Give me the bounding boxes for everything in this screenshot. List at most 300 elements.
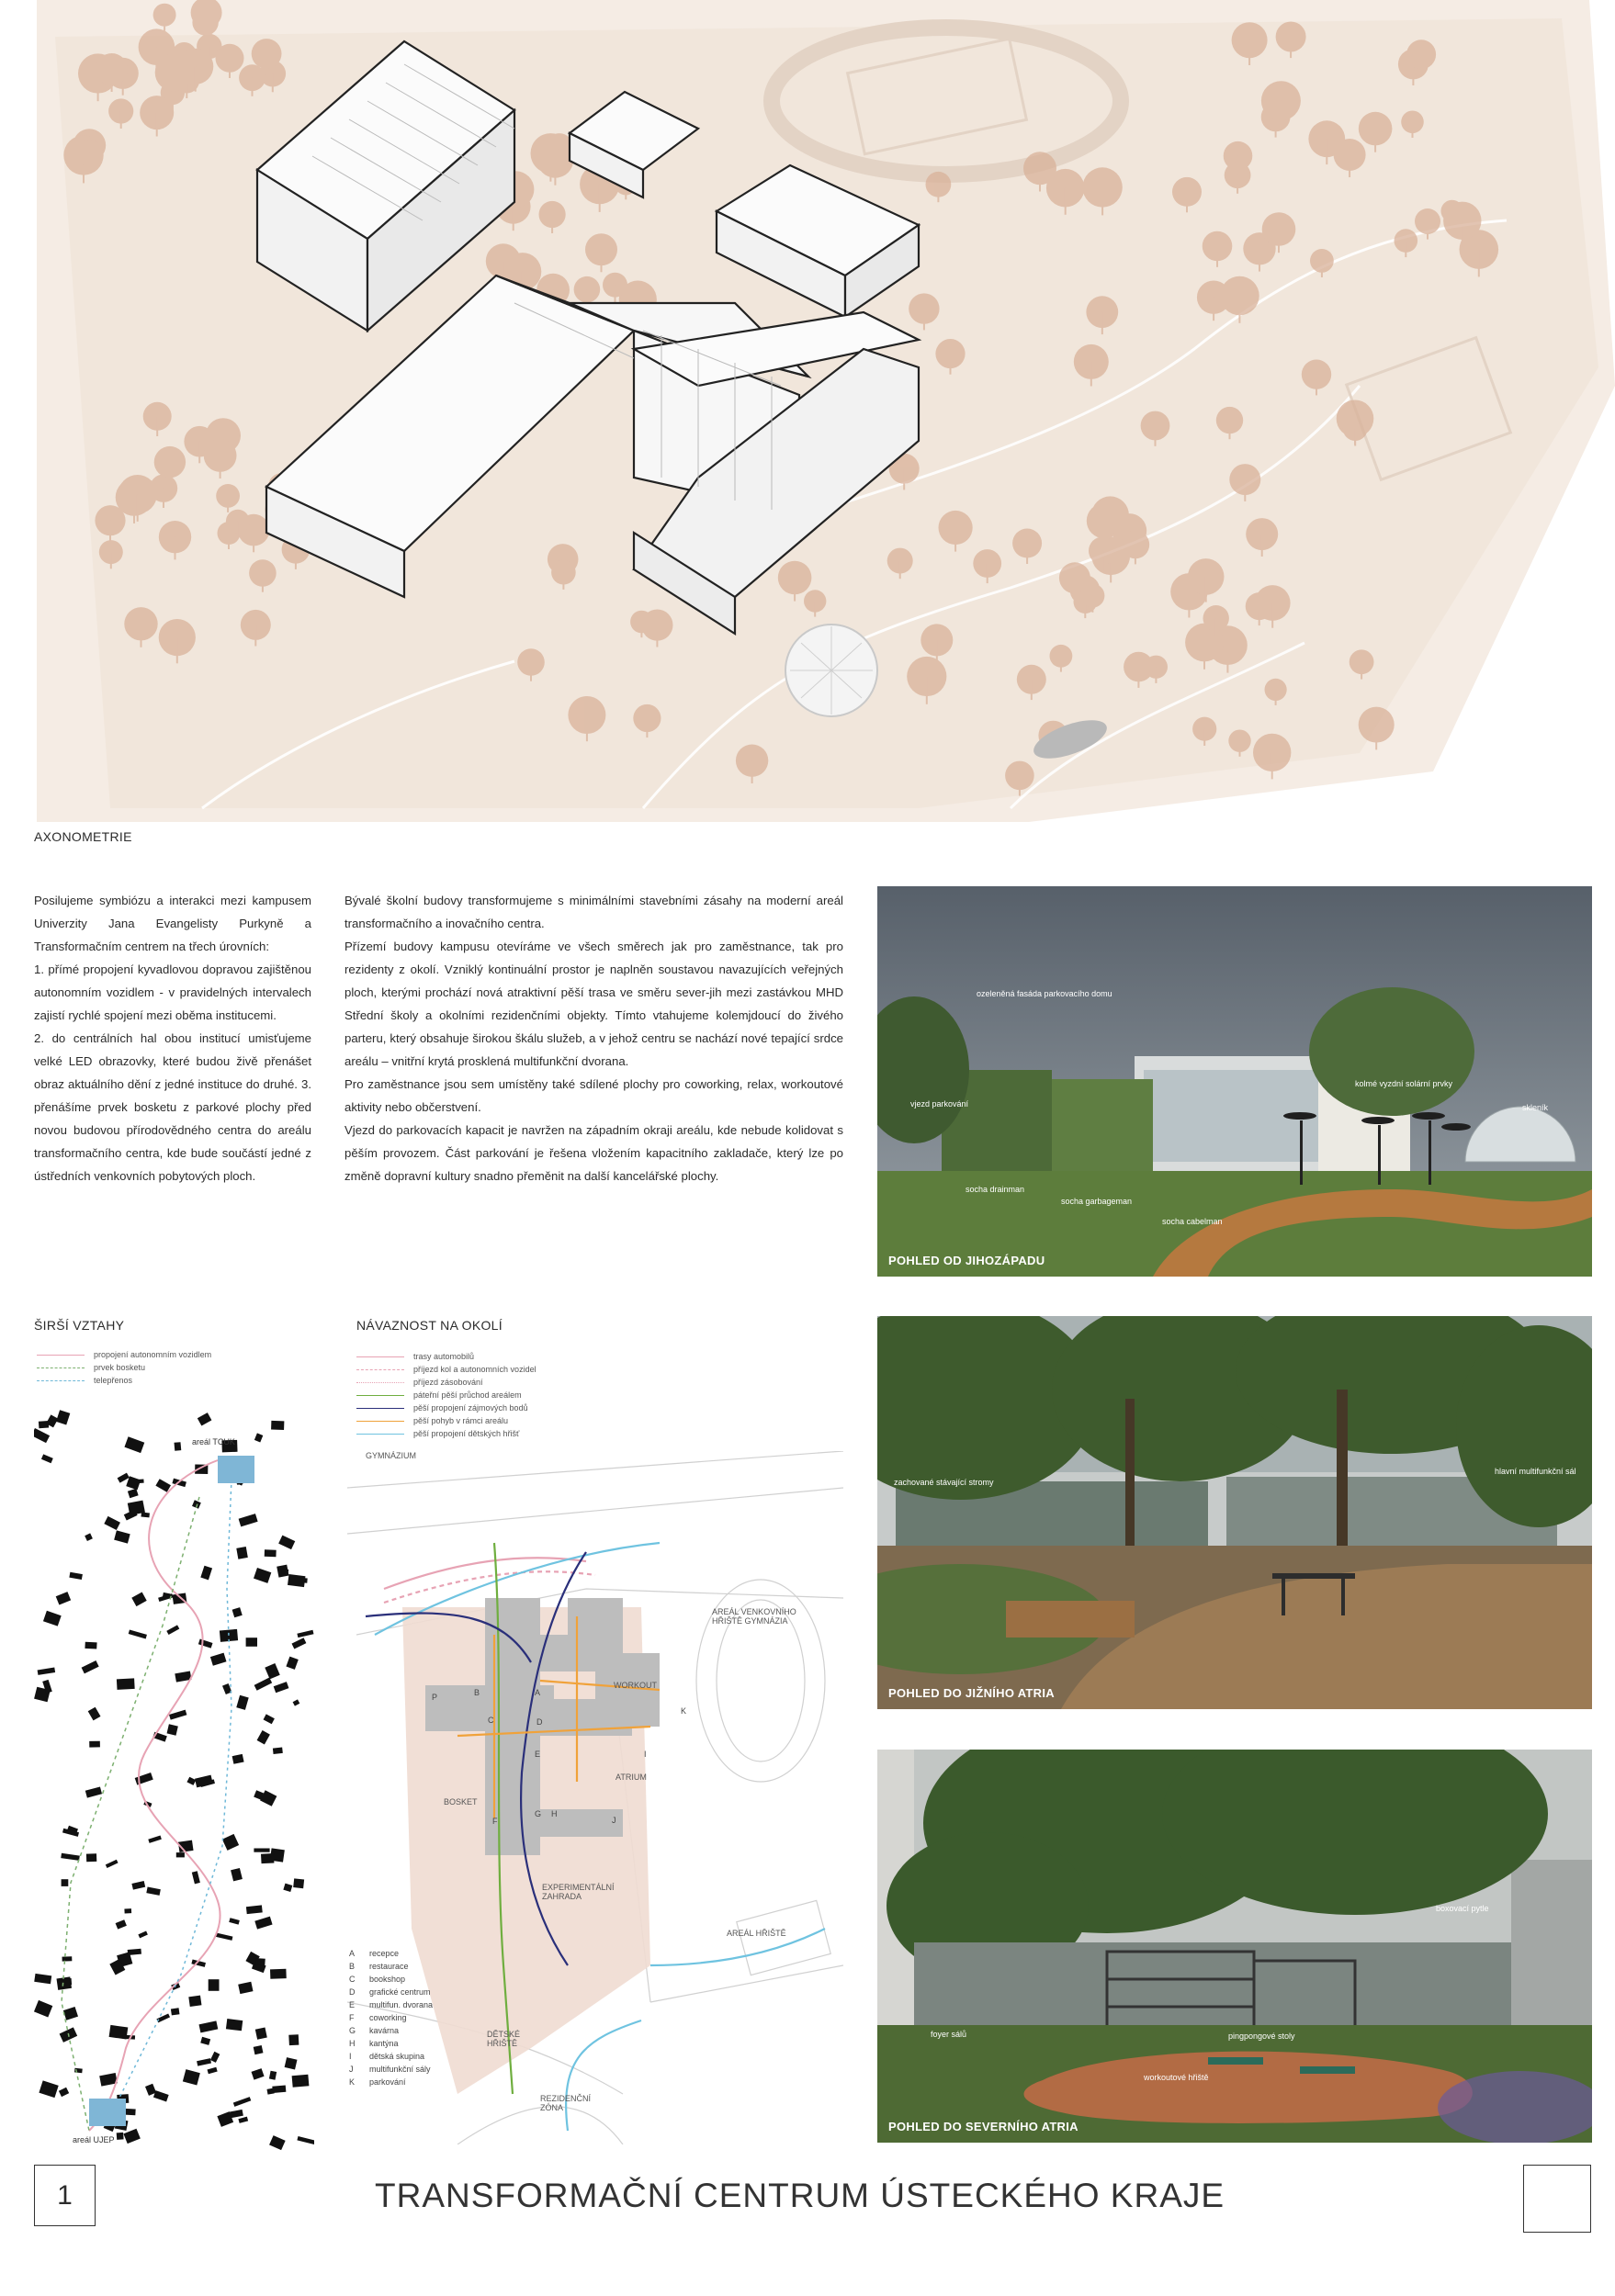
tree-trunk: [1205, 577, 1207, 602]
legend-swatch: [37, 1355, 85, 1356]
tree-trunk: [1261, 535, 1263, 557]
map-building: [239, 1514, 258, 1526]
map-building: [200, 2037, 210, 2045]
annotation: socha garbageman: [1061, 1197, 1133, 1206]
map-building: [254, 1677, 273, 1690]
render-south-atrium: [877, 1316, 1592, 1709]
legend-label: pěší propojení dětských hřišť: [413, 1429, 520, 1438]
zone-key: A: [349, 1949, 356, 1958]
map-building: [233, 2097, 251, 2107]
legend-swatch: [37, 1380, 85, 1381]
tree-trunk: [1226, 646, 1228, 673]
tree-trunk: [558, 149, 559, 169]
tree-trunk: [228, 534, 230, 550]
tree-trunk: [1259, 249, 1260, 272]
map-building: [215, 1932, 232, 1940]
legend-item: [356, 1427, 536, 1440]
annotation: pingpongové stoly: [1228, 2032, 1295, 2041]
zone-item: [349, 2024, 433, 2037]
map-building: [188, 1996, 201, 2007]
zone-label: multifun. dvorana: [369, 2000, 434, 2009]
map-building: [128, 1489, 139, 1498]
tree-trunk: [141, 624, 142, 647]
tree-trunk: [1316, 375, 1317, 396]
tree-trunk: [1374, 129, 1376, 152]
annotation: skleník: [1522, 1103, 1549, 1112]
render-illustration: [877, 1750, 1592, 2143]
map-building: [138, 1931, 147, 1939]
map-building: [104, 1516, 120, 1530]
legend-label: propojení autonomním vozidlem: [94, 1350, 212, 1359]
legend-item: [37, 1374, 211, 1387]
empty-box: [1523, 2165, 1591, 2233]
tree-trunk: [1110, 515, 1112, 542]
map-building: [210, 2052, 220, 2063]
map-building: [255, 2028, 267, 2040]
annotation: vjezd parkování: [910, 1099, 969, 1109]
tree-trunk: [111, 70, 113, 93]
map-building: [56, 1410, 70, 1424]
map-building: [265, 1549, 277, 1557]
map-building: [232, 1754, 244, 1764]
tree-trunk: [1271, 752, 1273, 779]
zone-label: grafické centrum: [369, 1987, 431, 1997]
map-building: [199, 2020, 219, 2032]
tree-trunk: [1354, 429, 1356, 446]
tree-trunk: [252, 78, 254, 96]
map-building: [116, 1919, 127, 1929]
tree-trunk: [1186, 192, 1188, 212]
annotation: zachované stávající stromy: [894, 1478, 994, 1487]
map-building: [281, 1569, 288, 1575]
tree-trunk: [164, 15, 165, 31]
map-building: [131, 1593, 146, 1607]
zone-key: H: [349, 2039, 356, 2048]
legend-label: prvek bosketu: [94, 1363, 146, 1372]
tree-trunk: [1451, 211, 1453, 227]
tree-trunk: [751, 760, 753, 783]
map-building: [273, 1748, 283, 1754]
map-building: [254, 1568, 271, 1583]
map-svg: [34, 1405, 314, 2154]
map-building: [69, 1572, 83, 1580]
legend-swatch: [356, 1382, 404, 1383]
render-north-atrium: [877, 1750, 1592, 2143]
map-building: [118, 1473, 130, 1483]
zone-label: kantýna: [369, 2039, 399, 2048]
zone-item: [349, 2063, 433, 2076]
map-building: [288, 2034, 299, 2045]
wider-relations-legend: [37, 1348, 211, 1387]
tree-trunk: [1101, 187, 1103, 215]
building-letter: E: [535, 1750, 541, 1759]
map-building: [85, 1642, 96, 1649]
zone-item: [349, 1998, 433, 2011]
tree-trunk: [1275, 117, 1277, 137]
paragraph: 2. do centrálních hal obou institucí umisťujeme velké LED obrazovky, které budou živě přenášet obraz aktuálního dění z jedné instituce do druhé. 3. přenášíme prvek bosketu z parkové plochy před novou budovou přírodovědného centra do areálu transformačního centra, kde bude součástí jedné z ústředních venkovních pobytových ploch.: [34, 1031, 311, 1183]
tree-trunk: [237, 522, 239, 538]
tree-trunk: [1238, 296, 1240, 323]
map-building: [285, 2057, 298, 2069]
annotation: ozeleněná fasáda parkovacího domu: [977, 989, 1112, 998]
map-building: [288, 1574, 305, 1587]
map-building: [56, 1592, 71, 1604]
legend-item: [356, 1401, 536, 1414]
zone-key: K: [349, 2077, 356, 2087]
map-building: [265, 1663, 279, 1679]
tree-trunk: [814, 602, 816, 617]
tree-trunk: [562, 572, 564, 590]
zone-key: G: [349, 2026, 356, 2035]
map-building: [173, 1593, 187, 1604]
text-column-right: [344, 889, 843, 1187]
tree-trunk: [1031, 680, 1033, 700]
tree-trunk: [1135, 545, 1136, 564]
zone-label: recepce: [369, 1949, 400, 1958]
map-building: [246, 1638, 257, 1647]
map-building: [255, 1958, 265, 1965]
tree-trunk: [899, 561, 901, 580]
tree-trunk: [1290, 37, 1292, 58]
tree-trunk: [1271, 603, 1273, 628]
map-building: [198, 1639, 213, 1649]
map-building: [197, 2058, 211, 2066]
map-building: [252, 2068, 265, 2080]
photo-caption: POHLED DO JIŽNÍHO ATRIA: [888, 1686, 1055, 1700]
tree-trunk: [229, 58, 231, 78]
map-building: [254, 2045, 264, 2054]
map-building: [236, 1695, 248, 1710]
tree-trunk: [950, 354, 952, 375]
tree-trunk: [586, 715, 588, 742]
zone-key: D: [349, 1987, 356, 1997]
tree-trunk: [265, 54, 267, 75]
tree-trunk: [1019, 775, 1021, 795]
tree-trunk: [599, 185, 601, 212]
tree-trunk: [1248, 40, 1250, 65]
tree-trunk: [137, 494, 139, 522]
page-title: TRANSFORMAČNÍ CENTRUM ÚSTECKÉHO KRAJE: [375, 2177, 1225, 2214]
zone-label: kavárna: [369, 2026, 400, 2035]
tree-trunk: [227, 496, 229, 512]
map-building: [297, 1630, 313, 1638]
legend-label: trasy automobilů: [413, 1352, 475, 1361]
tree-trunk: [513, 207, 514, 231]
map-building: [146, 1887, 161, 1896]
legend-item: [356, 1414, 536, 1427]
map-building: [269, 2135, 286, 2150]
map-building: [271, 1421, 284, 1430]
map-building: [117, 2133, 124, 2140]
tree-trunk: [1026, 544, 1028, 565]
zone-key: E: [349, 2000, 356, 2009]
map-building: [246, 1905, 263, 1914]
tree-trunk: [1412, 64, 1414, 85]
zone-key: C: [349, 1975, 356, 1984]
legend-item: [356, 1363, 536, 1376]
map-building: [89, 1741, 100, 1748]
tree-trunk: [272, 73, 274, 92]
map-building: [283, 1884, 292, 1892]
legend-swatch: [37, 1367, 85, 1368]
tree-trunk: [1155, 667, 1157, 683]
map-building: [198, 1412, 212, 1425]
legend-label: příjezd zásobování: [413, 1378, 483, 1387]
tree-trunk: [156, 113, 158, 137]
map-building: [274, 1682, 289, 1693]
tree-trunk: [1412, 122, 1414, 138]
tree-trunk: [1091, 596, 1093, 613]
map-building: [141, 1513, 149, 1518]
tree-trunk: [1375, 725, 1377, 749]
tree-trunk: [1039, 168, 1041, 191]
photo-caption: POHLED OD JIHOZÁPADU: [888, 1254, 1045, 1267]
building-letter: G: [535, 1809, 542, 1818]
tree-trunk: [1239, 741, 1241, 757]
map-buildings: [34, 1410, 314, 2150]
map-building: [269, 2071, 277, 2080]
context-legend: [356, 1350, 536, 1440]
tree-trunk: [926, 677, 928, 704]
legend-swatch: [356, 1421, 404, 1422]
tree-trunk: [220, 456, 221, 478]
tree-trunk: [1215, 618, 1217, 636]
tree-trunk: [163, 489, 164, 508]
map-building: [167, 1724, 178, 1735]
zone-label: coworking: [369, 2013, 407, 2022]
tree-trunk: [110, 552, 112, 568]
map-building: [270, 1848, 285, 1862]
map-building: [88, 1707, 101, 1721]
paragraph: Bývalé školní budovy transformujeme s minimálními stavebními zásahy na moderní areál transformačního a inovačního centra.: [344, 894, 843, 930]
map-building: [210, 1653, 227, 1666]
tree-trunk: [923, 309, 925, 330]
map-building: [292, 2075, 310, 2088]
tree-trunk: [1203, 729, 1205, 746]
map-building: [85, 1533, 93, 1541]
render-illustration: [877, 1316, 1592, 1709]
legend-item: [356, 1389, 536, 1401]
tree-trunk: [554, 160, 556, 186]
map-building: [135, 1773, 153, 1785]
map-building: [195, 1775, 213, 1788]
tree-trunk: [1280, 101, 1282, 129]
map-building: [62, 1879, 69, 1886]
legend-swatch: [356, 1395, 404, 1396]
zone-item: [349, 1960, 433, 1973]
map-building: [232, 1607, 243, 1617]
paragraph: Posilujeme symbiózu a interakci mezi kampusem Univerzity Jana Evangelisty Purkyně a Transformačním centrem na třech úrovních:: [34, 894, 311, 953]
map-building: [41, 1454, 53, 1463]
legend-label: pěší pohyb v rámci areálu: [413, 1416, 509, 1425]
map-building: [117, 1678, 135, 1689]
map-building: [124, 1908, 131, 1913]
page-number: 1: [34, 2165, 96, 2226]
map-building: [292, 1638, 307, 1649]
map-building: [208, 2067, 218, 2075]
tree-trunk: [205, 23, 207, 41]
tree-trunk: [156, 416, 158, 436]
paragraph: Pro zaměstnance jsou sem umístěny také sdílené plochy pro coworking, relax, workoutové aktivity nebo občerstvení.: [344, 1077, 843, 1114]
tree-trunk: [120, 111, 122, 129]
tree-trunk: [1216, 246, 1218, 267]
legend-label: příjezd kol a autonomních vozidel: [413, 1365, 536, 1374]
map-building: [238, 1982, 253, 1994]
map-building: [82, 1660, 99, 1673]
zone-label: dětská skupina: [369, 2052, 425, 2061]
map-building: [254, 1849, 269, 1852]
zone-label: parkování: [369, 2077, 406, 2087]
map-building: [34, 2000, 52, 2018]
map-building: [272, 2086, 286, 2093]
map-building: [200, 1566, 212, 1581]
tree-trunk: [601, 250, 603, 273]
building-letter: F: [492, 1817, 498, 1826]
tree-trunk: [1237, 175, 1238, 194]
zone-label: bookshop: [369, 1975, 406, 1984]
tree-trunk: [903, 468, 905, 490]
zone-item: [349, 1973, 433, 1986]
tree-trunk: [1188, 591, 1190, 617]
map-building: [230, 2110, 243, 2118]
map-building: [176, 1852, 185, 1857]
map-building: [293, 1878, 304, 1888]
map-building: [293, 1699, 300, 1705]
tree-trunk: [1420, 54, 1422, 74]
legend-item: [356, 1376, 536, 1389]
tree-trunk: [1405, 241, 1406, 257]
map-building: [254, 1433, 263, 1442]
map-label-tcuk: areál TCUK: [192, 1437, 235, 1446]
map-building: [264, 1714, 275, 1724]
tree-trunk: [1060, 656, 1062, 671]
annotation: hlavní multifunkční sál: [1495, 1467, 1576, 1476]
tree-trunk: [1462, 220, 1463, 247]
photo-caption: POHLED DO SEVERNÍHO ATRIA: [888, 2120, 1079, 2133]
legend-swatch: [356, 1356, 404, 1357]
tree-trunk: [1137, 667, 1139, 688]
building-letter: B: [474, 1688, 480, 1697]
map-building: [85, 1786, 102, 1797]
zone-item: [349, 2050, 433, 2063]
annotation: kolmé vyzdní solární prvky: [1355, 1079, 1453, 1088]
tree-trunk: [987, 564, 988, 584]
map-building: [38, 1668, 56, 1675]
tree-trunk: [656, 625, 658, 647]
map-building: [231, 1868, 243, 1881]
legend-swatch: [356, 1434, 404, 1435]
paragraph: 1. přímé propojení kyvadlovou dopravou zajištěnou autonomním vozidlem - v pravidelných intervalech zajistí rychlé spojení mezi oběma institucemi.: [34, 962, 311, 1022]
axonometry-svg: [0, 0, 1615, 822]
render-illustration: [877, 886, 1592, 1277]
building-letter: I: [644, 1750, 647, 1759]
map-building: [106, 1860, 119, 1868]
map-building: [270, 1969, 287, 1979]
tree-trunk: [937, 185, 939, 202]
tree-trunk: [1090, 362, 1092, 387]
tree-trunk: [794, 578, 796, 602]
map-building: [186, 1777, 196, 1785]
map-building: [148, 1836, 162, 1843]
tree-trunk: [530, 662, 532, 681]
map-building: [59, 2088, 69, 2097]
building-letter: D: [536, 1717, 543, 1727]
map-building: [175, 1442, 182, 1451]
map-building: [63, 2007, 78, 2020]
tree-trunk: [1155, 426, 1157, 446]
map-building: [43, 1611, 62, 1626]
annotation: socha drainman: [966, 1185, 1025, 1194]
tree-trunk: [253, 530, 254, 552]
map-building: [238, 2117, 248, 2123]
map-building: [123, 2129, 140, 2144]
map-building: [183, 2069, 200, 2085]
map-building: [297, 2136, 314, 2144]
map-building: [62, 1956, 73, 1961]
map-building: [222, 1834, 239, 1851]
map-building: [278, 1536, 295, 1550]
building-letter: C: [488, 1716, 494, 1725]
zone-label: multifunkční sály: [369, 2065, 431, 2074]
axonometry-drawing: [0, 0, 1615, 822]
place-label: DĚTSKÉ HŘIŠTĚ: [487, 2030, 521, 2048]
tree-trunk: [1321, 261, 1323, 277]
map-building: [61, 1853, 80, 1861]
map-building: [254, 1917, 272, 1930]
map-building: [286, 1657, 298, 1670]
tree-trunk: [195, 66, 197, 91]
building-letter: K: [681, 1706, 687, 1716]
place-label: AREÁL HŘIŠTĚ: [727, 1929, 786, 1938]
context-title: NÁVAZNOST NA OKOLÍ: [356, 1318, 503, 1333]
tree-trunk: [954, 528, 956, 552]
zone-key: F: [349, 2013, 355, 2022]
tree-trunk: [1427, 221, 1429, 240]
legend-item: [37, 1361, 211, 1374]
map-building: [129, 1630, 147, 1639]
building-letter: P: [432, 1693, 438, 1702]
place-label: WORKOUT: [614, 1681, 657, 1690]
tree-trunk: [1203, 643, 1205, 670]
paragraph: Vjezd do parkovacích kapacit je navržen na západním okraji areálu, kde nebude kolidovat s pěším provozem. Část parkování je řešena vložením kapacitního zakladače, který lze po změně dopravní kultury snadno přeměnit na další kancelářské plochy.: [344, 1123, 843, 1183]
map-building: [34, 1428, 50, 1443]
place-label: BOSKET: [444, 1797, 478, 1806]
place-label: EXPERIMENTÁLNÍ ZAHRADA: [542, 1883, 615, 1901]
building-letter: H: [551, 1809, 558, 1818]
map-label-ujep: areál UJEP: [73, 2135, 115, 2144]
tree-trunk: [1213, 298, 1214, 321]
tree-trunk: [615, 285, 616, 302]
map-building: [86, 1853, 96, 1862]
tree-trunk: [198, 442, 200, 464]
building-letter: J: [612, 1816, 616, 1825]
annotation: socha cabelman: [1162, 1217, 1223, 1226]
map-building: [34, 1974, 51, 1984]
zone-item: [349, 2037, 433, 2050]
tree-trunk: [109, 521, 111, 542]
text-column-left: [34, 889, 311, 1187]
zone-item: [349, 2011, 433, 2024]
place-label: GYMNÁZIUM: [366, 1451, 416, 1460]
legend-item: [37, 1348, 211, 1361]
tree-trunk: [169, 462, 171, 484]
tree-trunk: [1101, 312, 1103, 334]
zone-key: I: [349, 2052, 352, 2061]
map-building: [124, 1436, 144, 1453]
tree-trunk: [295, 549, 297, 569]
map-building: [131, 1881, 145, 1890]
tree-trunk: [1478, 250, 1480, 277]
